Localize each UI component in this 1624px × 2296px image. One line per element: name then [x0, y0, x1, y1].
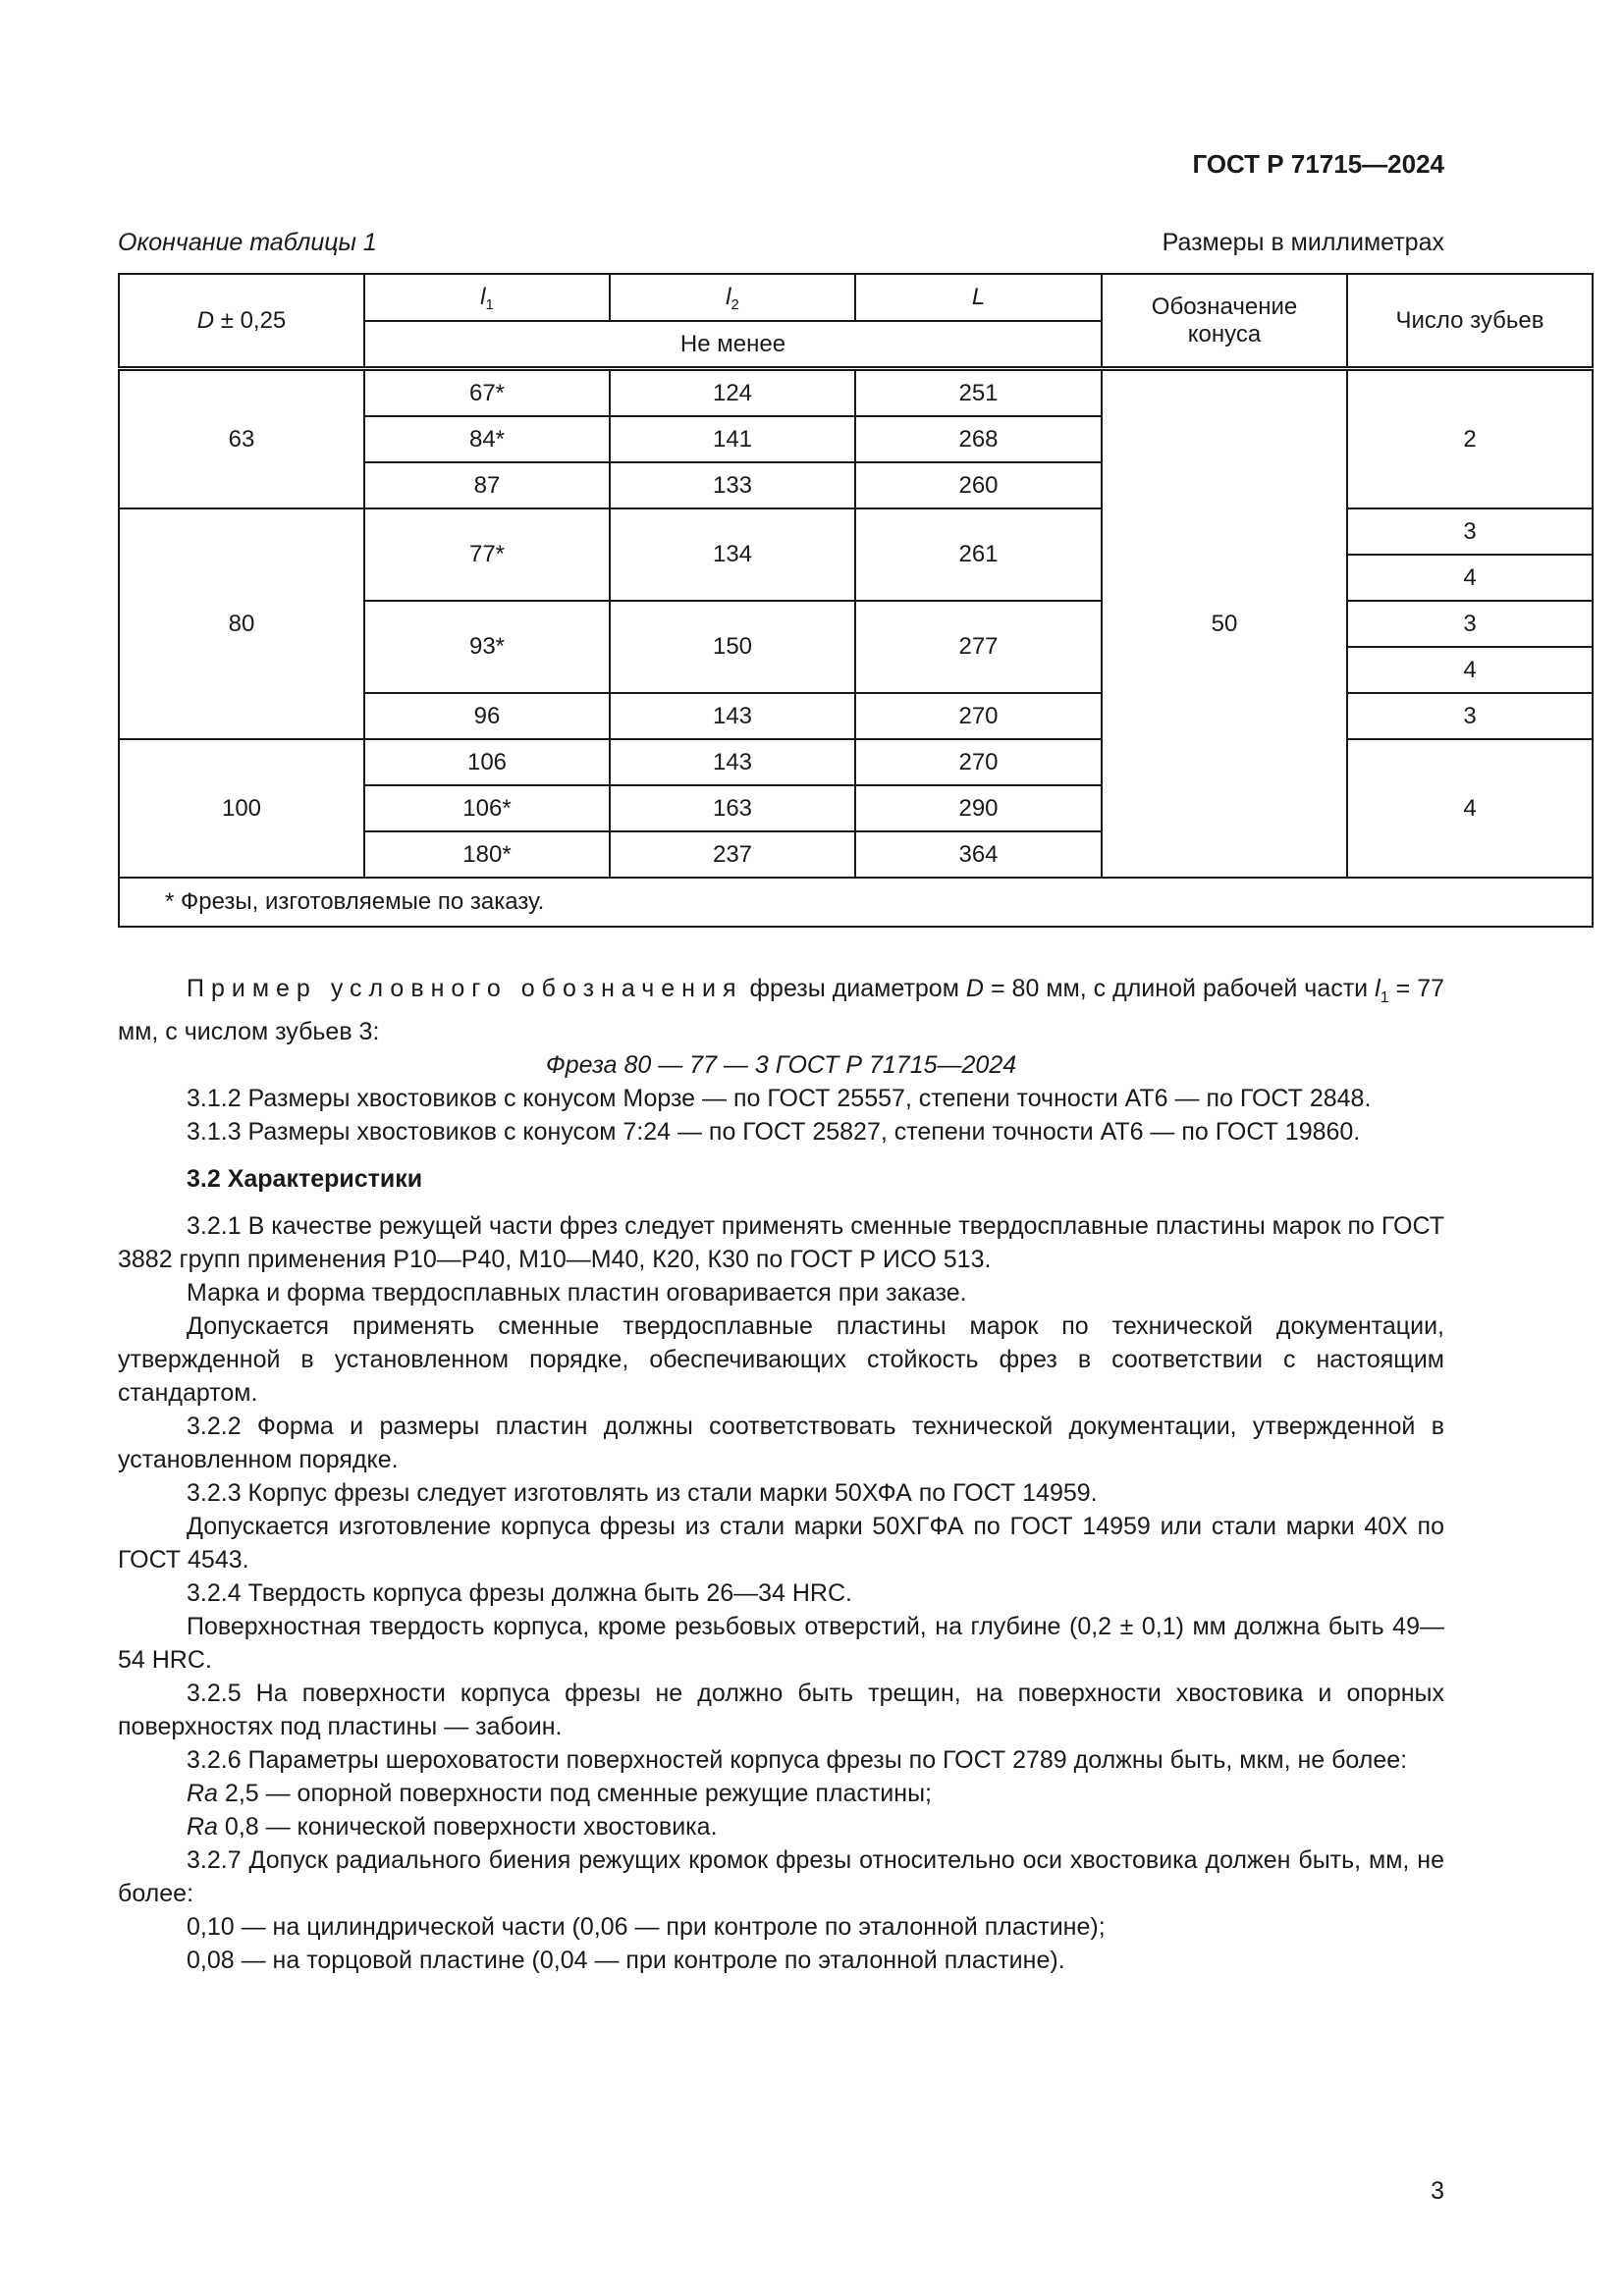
paragraph-3-2-4-b: Поверхностная твердость корпуса, кроме резьбовых отверстий, на глубине (0,2 ± 0,1) мм должна быть 49—54 HRC. [118, 1613, 1444, 1674]
document-body [118, 972, 1444, 1977]
header-l2: $l_2$ [610, 274, 855, 321]
header-l1: $l_1$ [364, 274, 610, 321]
cell-L: 251 [855, 369, 1102, 417]
paragraph-3-2-7: 3.2.7 Допуск радиального биения режущих кромок фрезы относительно оси хвостовика должен быть, мм, не более: [118, 1846, 1444, 1907]
cell-teeth: 4 [1347, 739, 1593, 878]
cell-teeth: 3 [1347, 508, 1593, 555]
paragraph-3-2-1-b: Марка и форма твердосплавных пластин оговаривается при заказе. [187, 1279, 967, 1307]
cell-L: 261 [855, 508, 1102, 601]
cell-l1: 84* [364, 416, 610, 462]
cell-d: 100 [119, 739, 364, 878]
cell-teeth: 3 [1347, 601, 1593, 647]
paragraph-3-2-4: 3.2.4 Твердость корпуса фрезы должна быть 26—34 HRC. [187, 1579, 852, 1607]
cell-l1: 96 [364, 693, 610, 739]
cell-l1: 93* [364, 601, 610, 693]
runout-item-2: 0,08 — на торцовой пластине (0,04 — при контроле по эталонной пластине). [187, 1947, 1065, 1974]
cell-d: 80 [119, 508, 364, 739]
section-heading-3-2: 3.2 Характеристики [187, 1165, 423, 1193]
cell-l1: 106* [364, 785, 610, 831]
paragraph-3-2-1-c: Допускается применять сменные твердосплавные пластины марок по технической документации, утвержденной в установленном порядке, обеспечивающих стойкость фрез в соответствии с настоящим стандартом. [118, 1312, 1444, 1407]
cell-l2: 143 [610, 739, 855, 785]
cell-l2: 134 [610, 508, 855, 601]
table-footnote-row [119, 878, 1593, 927]
table-row [119, 508, 1593, 555]
header-cone: Обозначение конуса [1102, 274, 1347, 369]
table-units: Размеры в миллиметрах [1162, 229, 1444, 256]
paragraph-3-1-3: 3.1.3 Размеры хвостовиков с конусом 7:24 — по ГОСТ 25827, степени точности АТ6 — по ГОСТ 19860. [187, 1118, 1361, 1146]
page-number: 3 [1431, 2177, 1444, 2205]
cell-L: 270 [855, 739, 1102, 785]
table-caption: Окончание таблицы 1 [118, 229, 377, 256]
cell-L: 290 [855, 785, 1102, 831]
cell-L: 270 [855, 693, 1102, 739]
cell-l1: 77* [364, 508, 610, 601]
table-footnote: * Фрезы, изготовляемые по заказу. [119, 878, 1593, 927]
table-row [119, 739, 1593, 785]
cell-L: 260 [855, 462, 1102, 508]
cell-teeth: 3 [1347, 693, 1593, 739]
cell-teeth: 4 [1347, 647, 1593, 693]
paragraph-3-1-2: 3.1.2 Размеры хвостовиков с конусом Морзе — по ГОСТ 25557, степени точности АТ6 — по ГОСТ 2848. [187, 1085, 1372, 1112]
header-min: Не менее [364, 321, 1102, 369]
example-paragraph: Пример условного обозначения фрезы диаметром D = 80 мм, с длиной рабочей части $l_1 = 77$ мм, с числом зубьев 3: [118, 975, 1444, 1045]
paragraph-3-2-6: 3.2.6 Параметры шероховатости поверхностей корпуса фрезы по ГОСТ 2789 должны быть, мкм, не более: [187, 1746, 1408, 1774]
cell-L: 277 [855, 601, 1102, 693]
cell-l2: 141 [610, 416, 855, 462]
table-row [119, 369, 1593, 417]
cell-l2: 133 [610, 462, 855, 508]
cell-teeth: 4 [1347, 555, 1593, 601]
cell-l2: 143 [610, 693, 855, 739]
header-d: D ± 0,25 [119, 274, 364, 369]
paragraph-3-2-2: 3.2.2 Форма и размеры пластин должны соответствовать технической документации, утвержденной в установленном порядке. [118, 1413, 1444, 1473]
cell-l1: 67* [364, 369, 610, 417]
runout-item-1: 0,10 — на цилиндрической части (0,06 — при контроле по эталонной пластине); [187, 1913, 1106, 1941]
paragraph-3-2-3: 3.2.3 Корпус фрезы следует изготовлять из стали марки 50ХФА по ГОСТ 14959. [187, 1479, 1098, 1507]
document-code: ГОСТ Р 71715—2024 [1192, 149, 1444, 179]
cell-cone: 50 [1102, 369, 1347, 879]
cell-d: 63 [119, 369, 364, 509]
header-teeth: Число зубьев [1347, 274, 1593, 369]
cell-l2: 237 [610, 831, 855, 878]
roughness-item-1: Ra 2,5 — опорной поверхности под сменные режущие пластины; [187, 1780, 932, 1807]
cell-L: 364 [855, 831, 1102, 878]
cell-l2: 124 [610, 369, 855, 417]
paragraph-3-2-5: 3.2.5 На поверхности корпуса фрезы не должно быть трещин, на поверхности хвостовика и опорных поверхностях под пластины — забоин. [118, 1680, 1444, 1740]
cell-teeth: 2 [1347, 369, 1593, 509]
roughness-item-2: Ra 0,8 — конической поверхности хвостовика. [187, 1813, 718, 1841]
cell-l1: 180* [364, 831, 610, 878]
cell-l1: 106 [364, 739, 610, 785]
dimensions-table [118, 273, 1594, 928]
cell-l1: 87 [364, 462, 610, 508]
designation-example: Фреза 80 — 77 — 3 ГОСТ Р 71715—2024 [545, 1051, 1017, 1079]
cell-l2: 163 [610, 785, 855, 831]
header-L: L [855, 274, 1102, 321]
cell-L: 268 [855, 416, 1102, 462]
paragraph-3-2-3-b: Допускается изготовление корпуса фрезы из стали марки 50ХГФА по ГОСТ 14959 или стали марки 40Х по ГОСТ 4543. [118, 1513, 1444, 1574]
paragraph-3-2-1: 3.2.1 В качестве режущей части фрез следует применять сменные твердосплавные пластины марок по ГОСТ 3882 групп применения Р10—Р40, М10—М40, К20, К30 по ГОСТ Р ИСО 513. [118, 1212, 1444, 1273]
cell-l2: 150 [610, 601, 855, 693]
